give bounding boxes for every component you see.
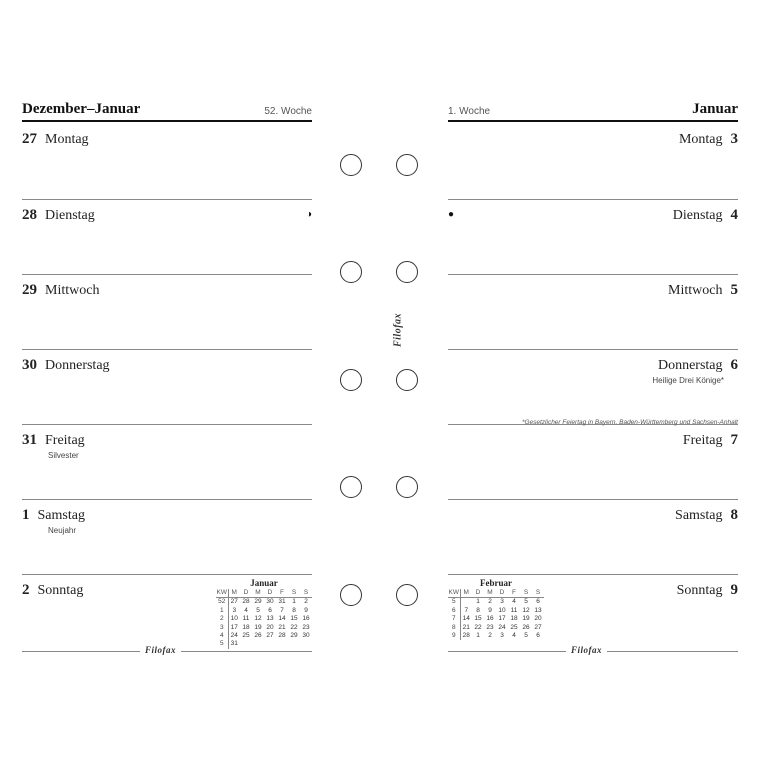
mini-calendar-week-row — [216, 598, 312, 607]
calendar-date — [252, 640, 264, 648]
weekday-header: S — [532, 589, 544, 598]
calendar-date: 27 — [266, 632, 274, 640]
holiday-label: Heilige Drei Könige* — [652, 376, 724, 385]
day-name: Mittwoch — [45, 283, 100, 298]
calendar-date: 22 — [474, 623, 482, 631]
day-number: 27 — [22, 131, 37, 147]
day-name: Donnerstag — [45, 358, 110, 373]
calendar-date: 14 — [462, 615, 470, 623]
calendar-date — [240, 640, 252, 648]
day-name: Freitag — [682, 433, 723, 448]
left-page-header — [22, 100, 312, 122]
left-mini-calendar — [216, 577, 312, 649]
calendar-date: 16 — [486, 615, 494, 623]
day-slot[interactable] — [448, 424, 738, 499]
day-number: 8 — [730, 507, 738, 523]
weekday-header: D — [240, 589, 252, 598]
calendar-date: 19 — [254, 623, 262, 631]
calendar-date: 18 — [510, 615, 518, 623]
calendar-date: 2 — [488, 598, 492, 606]
calendar-date: 11 — [242, 615, 250, 623]
day-number: 7 — [730, 432, 738, 448]
calendar-date: 28 — [242, 598, 250, 606]
ring-hole — [340, 154, 362, 176]
calendar-date: 5 — [256, 606, 260, 614]
day-slot[interactable] — [22, 274, 312, 349]
week-number: 3 — [216, 624, 228, 632]
right-footer-rule — [448, 645, 738, 655]
weekday-header: M — [484, 589, 496, 598]
ring-hole — [340, 476, 362, 498]
day-name: Dienstag — [45, 208, 95, 223]
filofax-spine-logo: Filofax — [392, 312, 404, 348]
day-number: 28 — [22, 207, 37, 223]
weekday-header: D — [496, 589, 508, 598]
moon-phase-icon: ◑ — [305, 209, 312, 220]
weekday-header: D — [472, 589, 484, 598]
day-heading — [677, 582, 738, 599]
week-number: 1 — [216, 607, 228, 615]
calendar-date: 15 — [290, 615, 298, 623]
right-page-title: Januar — [692, 101, 738, 117]
calendar-date: 14 — [278, 615, 286, 623]
calendar-date: 22 — [290, 623, 298, 631]
weekday-header: M — [228, 589, 240, 598]
calendar-date: 16 — [302, 615, 310, 623]
day-number: 30 — [22, 357, 37, 373]
calendar-date: 20 — [534, 615, 542, 623]
ring-hole — [396, 476, 418, 498]
holiday-label: Neujahr — [48, 526, 77, 535]
calendar-date: 7 — [464, 606, 469, 614]
calendar-date: 27 — [230, 598, 238, 606]
day-heading — [675, 507, 738, 524]
calendar-date: 6 — [536, 598, 540, 606]
day-slot[interactable] — [448, 274, 738, 349]
mini-calendar-header-row — [216, 589, 312, 598]
calendar-date — [288, 640, 300, 648]
calendar-date: 9 — [488, 606, 492, 614]
calendar-date: 6 — [536, 632, 540, 640]
day-slot[interactable] — [448, 349, 738, 424]
mini-calendar-week-row — [448, 624, 544, 632]
day-slot[interactable] — [22, 424, 312, 499]
day-name: Mittwoch — [668, 283, 723, 298]
calendar-date: 29 — [290, 632, 298, 640]
calendar-date: 8 — [476, 606, 480, 614]
mini-calendar-title: Januar — [250, 578, 278, 588]
calendar-date: 21 — [462, 623, 470, 631]
day-heading — [683, 432, 738, 449]
calendar-date: 3 — [500, 598, 504, 606]
mini-calendar-week-row — [216, 607, 312, 615]
mini-calendar-week-row — [448, 632, 544, 640]
day-number: 1 — [22, 507, 30, 523]
mini-calendar-grid — [216, 589, 312, 649]
day-heading — [679, 131, 738, 148]
mini-calendar-title: Februar — [480, 578, 512, 588]
day-name: Freitag — [45, 433, 85, 448]
day-slot[interactable] — [448, 499, 738, 574]
day-slot[interactable] — [22, 499, 312, 574]
mini-calendar-week-row — [448, 598, 544, 607]
day-heading — [668, 282, 738, 299]
ring-hole — [396, 261, 418, 283]
weekday-header: KW — [216, 589, 227, 596]
day-heading — [22, 582, 83, 599]
mini-calendar-week-row — [216, 640, 312, 648]
filofax-logo: Filofax — [566, 645, 607, 655]
day-name: Sonntag — [676, 583, 723, 598]
calendar-date: 26 — [254, 632, 262, 640]
calendar-date: 1 — [292, 598, 296, 606]
ring-hole — [340, 369, 362, 391]
day-heading — [673, 207, 738, 224]
calendar-date — [264, 640, 276, 648]
week-number: 6 — [448, 607, 460, 615]
ring-hole — [396, 154, 418, 176]
week-number: 5 — [216, 640, 228, 648]
day-slot[interactable] — [22, 349, 312, 424]
calendar-date: 30 — [302, 632, 310, 640]
day-number: 5 — [730, 282, 738, 298]
day-heading — [658, 357, 738, 374]
day-heading — [22, 131, 89, 148]
weekday-header: D — [264, 589, 276, 598]
day-number: 9 — [730, 582, 738, 598]
day-heading — [22, 432, 85, 449]
ring-hole — [340, 261, 362, 283]
calendar-date: 7 — [280, 606, 284, 614]
day-number: 4 — [730, 207, 738, 223]
binder-rings — [340, 0, 420, 760]
day-number: 3 — [730, 131, 738, 147]
calendar-date — [300, 640, 312, 648]
week-number: 7 — [448, 615, 460, 623]
week-number: 8 — [448, 624, 460, 632]
calendar-date: 9 — [304, 606, 308, 614]
calendar-date: 18 — [242, 623, 250, 631]
weekday-header: F — [508, 589, 520, 598]
calendar-date: 20 — [266, 623, 274, 631]
right-page-header — [448, 100, 738, 122]
mini-calendar-week-row — [216, 615, 312, 623]
moon-phase-icon: ● — [448, 209, 455, 220]
week-number: 4 — [216, 632, 228, 640]
calendar-date: 26 — [522, 623, 530, 631]
ring-hole — [340, 584, 362, 606]
calendar-date: 13 — [534, 606, 542, 614]
left-footer-rule — [22, 645, 312, 655]
calendar-date — [460, 598, 472, 607]
calendar-date: 4 — [244, 606, 248, 614]
calendar-date: 15 — [474, 615, 482, 623]
calendar-date: 17 — [230, 623, 238, 631]
weekday-header: S — [520, 589, 532, 598]
day-name: Samstag — [675, 508, 723, 523]
day-number: 31 — [22, 432, 37, 448]
calendar-date: 27 — [534, 623, 542, 631]
calendar-date: 4 — [512, 632, 516, 640]
day-slot[interactable] — [22, 199, 312, 274]
left-page-title: Dezember–Januar — [22, 101, 141, 117]
day-name: Dienstag — [672, 208, 723, 223]
calendar-date: 17 — [498, 615, 506, 623]
calendar-date: 21 — [278, 623, 286, 631]
week-number: 5 — [448, 598, 460, 607]
calendar-date: 12 — [254, 615, 262, 623]
calendar-date: 10 — [498, 606, 506, 614]
calendar-date: 4 — [512, 598, 516, 606]
calendar-date: 5 — [524, 632, 528, 640]
mini-calendar-week-row — [216, 632, 312, 640]
calendar-date: 31 — [278, 598, 286, 606]
day-name: Samstag — [37, 508, 85, 523]
calendar-date — [276, 640, 288, 648]
week-number: 2 — [216, 615, 228, 623]
weekday-header: M — [460, 589, 472, 598]
right-page-week: 1. Woche — [448, 106, 491, 117]
calendar-date: 10 — [230, 615, 238, 623]
weekday-header: S — [300, 589, 312, 598]
weekday-header: KW — [448, 589, 459, 596]
week-number: 52 — [216, 598, 228, 607]
calendar-date: 3 — [500, 632, 504, 640]
weekday-header: M — [252, 589, 264, 598]
mini-calendar-week-row — [448, 615, 544, 623]
calendar-date: 11 — [510, 606, 518, 614]
holiday-footnote: *Gesetzlicher Feiertag in Bayern, Baden-Württemberg und Sachsen-Anhalt — [521, 419, 738, 426]
calendar-date: 2 — [488, 632, 492, 640]
calendar-date: 23 — [302, 623, 310, 631]
day-slot[interactable] — [448, 199, 738, 274]
day-name: Montag — [678, 132, 723, 147]
day-name: Sonntag — [37, 583, 84, 598]
day-name: Donnerstag — [657, 358, 723, 373]
day-name: Montag — [45, 132, 89, 147]
ring-hole — [396, 369, 418, 391]
day-number: 29 — [22, 282, 37, 298]
calendar-date: 3 — [232, 606, 237, 614]
mini-calendar-week-row — [448, 607, 544, 615]
mini-calendar-week-row — [216, 624, 312, 632]
calendar-date: 28 — [462, 632, 470, 640]
week-number: 9 — [448, 632, 460, 640]
ring-hole — [396, 584, 418, 606]
mini-calendar-grid — [448, 589, 544, 640]
calendar-date: 24 — [498, 623, 506, 631]
calendar-date: 28 — [278, 632, 286, 640]
calendar-date: 31 — [230, 640, 238, 648]
day-number: 6 — [730, 357, 738, 373]
calendar-date: 2 — [304, 598, 308, 606]
day-heading — [22, 207, 95, 224]
right-mini-calendar — [448, 577, 544, 640]
calendar-date: 19 — [522, 615, 530, 623]
calendar-date: 13 — [266, 615, 274, 623]
day-heading — [22, 507, 85, 524]
mini-calendar-header-row — [448, 589, 544, 598]
calendar-date: 25 — [510, 623, 518, 631]
calendar-date: 30 — [266, 598, 274, 606]
day-heading — [22, 357, 110, 374]
calendar-date: 5 — [524, 598, 528, 606]
calendar-date: 1 — [476, 598, 480, 606]
day-slot[interactable] — [22, 124, 312, 199]
left-page-week: 52. Woche — [264, 106, 312, 117]
calendar-date: 25 — [242, 632, 250, 640]
calendar-date: 8 — [292, 606, 296, 614]
day-number: 2 — [22, 582, 30, 598]
calendar-date: 24 — [230, 632, 238, 640]
holiday-label: Silvester — [48, 451, 79, 460]
weekday-header: S — [288, 589, 300, 598]
calendar-date: 6 — [268, 606, 272, 614]
calendar-date: 12 — [522, 606, 530, 614]
filofax-logo: Filofax — [140, 645, 181, 655]
day-heading — [22, 282, 99, 299]
day-slot[interactable] — [448, 124, 738, 199]
weekday-header: F — [276, 589, 288, 598]
calendar-date: 1 — [476, 632, 480, 640]
calendar-date: 29 — [254, 598, 262, 606]
calendar-date: 23 — [486, 623, 494, 631]
